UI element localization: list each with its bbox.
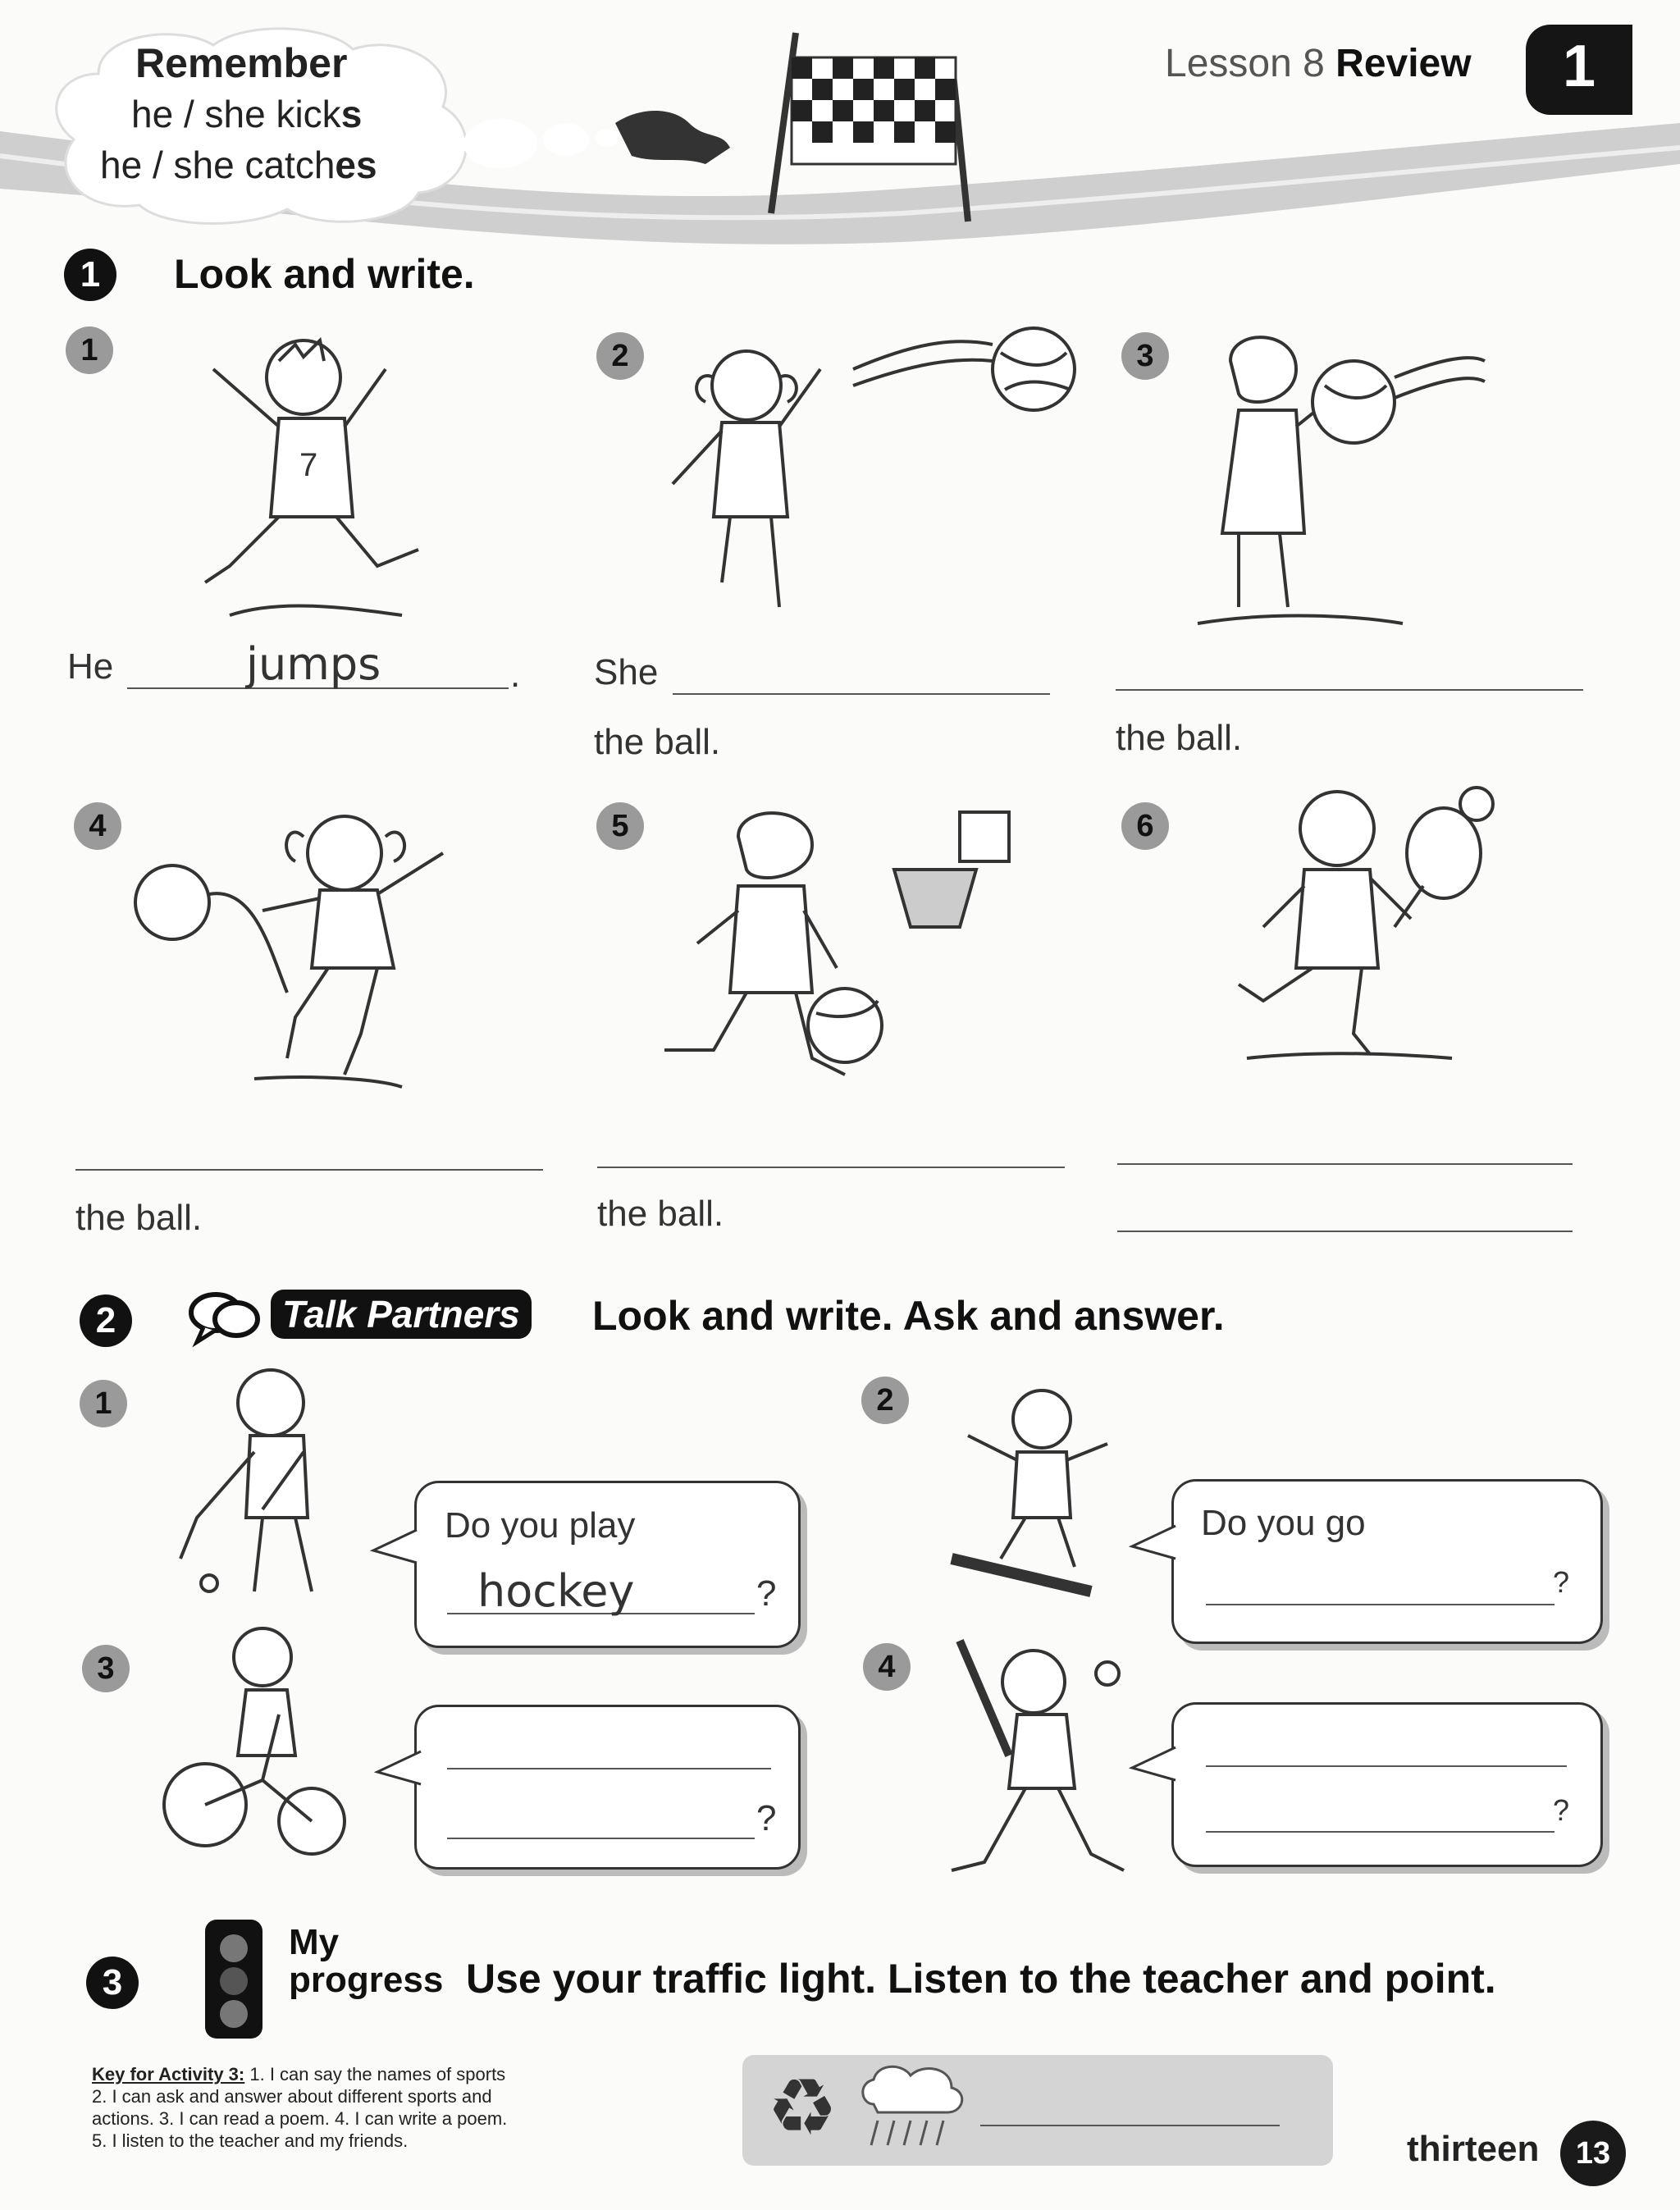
recycle-icon: ♻ <box>767 2064 838 2152</box>
boy-bouncing-ball-illustration <box>648 804 1025 1099</box>
remember-title: Remember <box>135 40 348 86</box>
remember-line-2 <box>100 143 377 187</box>
bubble-4-answer-line-1[interactable] <box>1206 1765 1567 1767</box>
key-line-2: 2. I can ask and answer about different sports and <box>92 2086 492 2107</box>
svg-text:7: 7 <box>299 447 318 483</box>
boy-catching-ball-illustration <box>1173 328 1501 640</box>
item-number: 6 <box>1121 802 1169 850</box>
item-4-answer-line[interactable] <box>75 1169 543 1171</box>
bubble-2-question-mark: ? <box>1553 1565 1570 1599</box>
remember-line-1-ending: s <box>340 93 363 135</box>
remember-line-2-text: he / she catch <box>100 144 336 186</box>
item-number: 5 <box>596 802 644 850</box>
item-number: 2 <box>596 332 644 380</box>
activity-3-number: 3 <box>86 1957 139 2009</box>
question-bubble-3 <box>414 1705 801 1870</box>
item-1-answer: jumps <box>246 638 381 690</box>
activity-3-key <box>92 2063 507 2152</box>
finish-flag-illustration <box>607 25 984 230</box>
item-2-prefix: She <box>594 652 659 692</box>
girl-kicking-ball-illustration <box>131 804 517 1099</box>
bubble-2-question: Do you go <box>1201 1503 1366 1543</box>
speech-bubbles-icon <box>187 1288 261 1345</box>
cloud-puffs <box>459 107 623 180</box>
question-bubble-4 <box>1171 1702 1603 1867</box>
bubble-3-question-mark: ? <box>756 1798 777 1838</box>
lesson-label: Lesson 8 <box>1165 42 1325 85</box>
my-progress-line-2: progress <box>289 1960 444 2000</box>
bubble-3-answer-line-1[interactable] <box>447 1768 771 1769</box>
girl-skateboarding-illustration <box>927 1378 1140 1624</box>
boy-jumping-illustration <box>180 320 451 632</box>
item-1-suffix: . <box>510 655 521 695</box>
item-number: 1 <box>80 1380 127 1427</box>
remember-line-1-text: he / she kick <box>131 93 341 135</box>
item-3-suffix: the ball. <box>1116 718 1243 758</box>
activity-1-number: 1 <box>64 249 116 301</box>
lesson-heading <box>1165 41 1472 86</box>
activity-2-instruction: Look and write. Ask and answer. <box>592 1293 1225 1339</box>
item-number: 3 <box>1121 332 1169 380</box>
item-2-answer-line[interactable] <box>673 693 1050 695</box>
bubble-tail <box>1128 1522 1177 1563</box>
item-number: 4 <box>74 802 121 850</box>
unit-number: 1 <box>1563 34 1596 99</box>
bubble-4-answer-line-2[interactable] <box>1206 1831 1554 1833</box>
item-3-answer-line[interactable] <box>1116 689 1583 691</box>
bubble-tail <box>1128 1743 1177 1784</box>
boy-cycling-illustration <box>156 1616 353 1862</box>
remember-line-2-ending: es <box>335 144 377 186</box>
item-5-suffix: the ball. <box>597 1194 724 1234</box>
key-heading: Key for Activity 3: <box>92 2064 245 2084</box>
item-number: 2 <box>861 1377 909 1424</box>
bubble-1-question: Do you play <box>445 1505 636 1546</box>
my-progress-line-1: My <box>289 1922 340 1962</box>
my-progress-label <box>289 1924 443 1999</box>
item-4-suffix: the ball. <box>75 1198 203 1238</box>
recycle-answer-line[interactable] <box>980 2125 1280 2126</box>
key-line-1-text: 1. I can say the names of sports <box>244 2064 506 2084</box>
item-number: 3 <box>82 1645 130 1692</box>
activity-1-instruction: Look and write. <box>174 251 475 297</box>
page-word: thirteen <box>1407 2129 1540 2169</box>
bubble-4-question-mark: ? <box>1553 1793 1570 1827</box>
item-5-answer-line[interactable] <box>597 1167 1065 1168</box>
bubble-1-question-mark: ? <box>756 1573 777 1614</box>
girl-throwing-ball-illustration <box>640 320 1083 632</box>
bubble-1-answer: hockey <box>477 1565 635 1617</box>
item-2-suffix: the ball. <box>594 722 721 762</box>
boy-tennis-racket-illustration <box>1206 779 1518 1091</box>
bubble-2-answer-line[interactable] <box>1206 1604 1554 1605</box>
item-6-answer-line-2[interactable] <box>1117 1231 1573 1232</box>
remember-line-1 <box>131 92 362 136</box>
boy-baseball-illustration <box>927 1624 1140 1895</box>
key-line-1 <box>92 2063 507 2085</box>
activity-3-instruction: Use your traffic light. Listen to the teacher and point. <box>466 1956 1496 2002</box>
bubble-tail <box>369 1526 418 1567</box>
item-number: 4 <box>863 1643 911 1691</box>
talk-partners-badge: Talk Partners <box>271 1290 532 1339</box>
item-number: 1 <box>66 326 113 374</box>
item-6-answer-line-1[interactable] <box>1117 1163 1573 1165</box>
key-line-3: actions. 3. I can read a poem. 4. I can write a poem. <box>92 2108 508 2129</box>
key-line-4: 5. I listen to the teacher and my friends. <box>92 2130 409 2151</box>
activity-2-number: 2 <box>80 1294 132 1347</box>
traffic-light-icon <box>197 1915 271 2047</box>
bubble-tail <box>373 1747 422 1788</box>
rain-cloud-icon <box>853 2059 976 2157</box>
lesson-review: Review <box>1335 42 1472 85</box>
item-1-prefix: He <box>67 646 114 687</box>
page-number: 13 <box>1560 2121 1626 2186</box>
boy-hockey-illustration <box>164 1354 369 1608</box>
bubble-3-answer-line-2[interactable] <box>447 1838 755 1839</box>
